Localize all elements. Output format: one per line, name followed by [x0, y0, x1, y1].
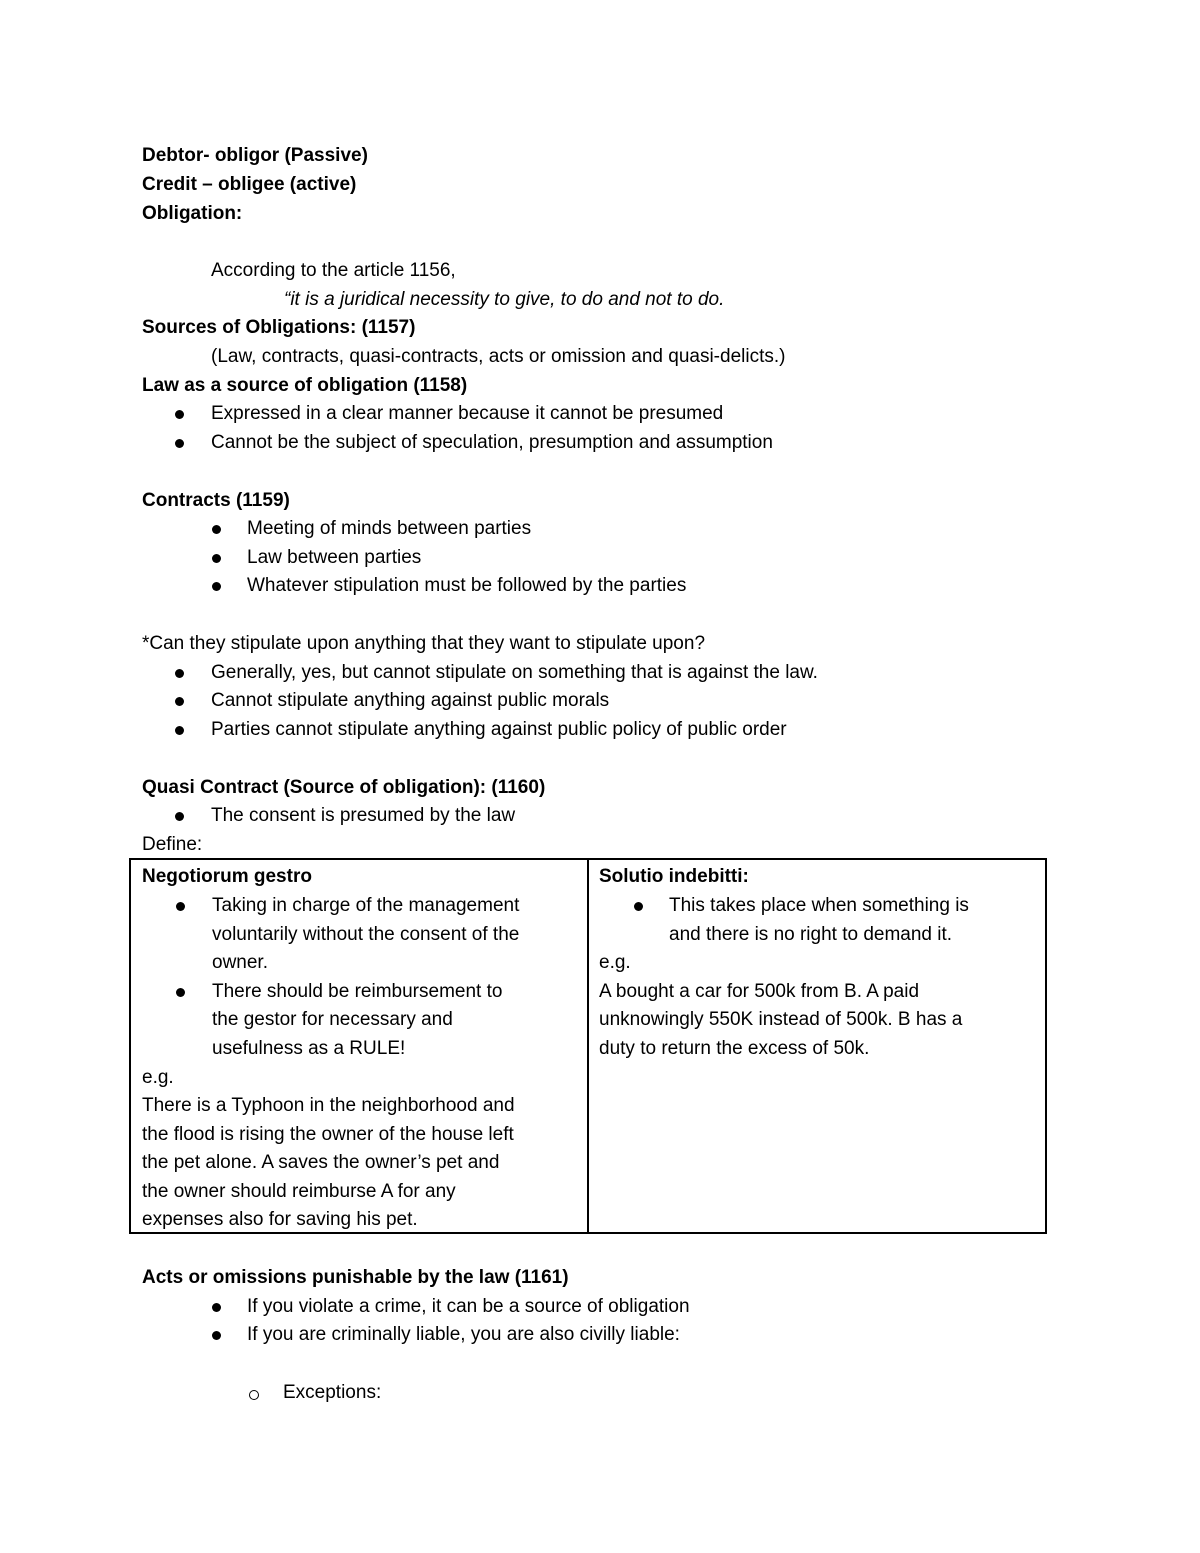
- define-label: Define:: [142, 834, 203, 855]
- bullet-dot: [175, 812, 184, 821]
- bullet-dot: [212, 525, 221, 534]
- solutio-ex-1: A bought a car for 500k from B. A paid: [599, 981, 920, 1002]
- bullet-dot: [212, 1331, 221, 1340]
- bullet-dot: [175, 439, 184, 448]
- definition-table: [129, 858, 1047, 1234]
- definition-intro: According to the article 1156,: [211, 260, 456, 281]
- negotiorum-b2-l1: There should be reimbursement to: [212, 981, 503, 1002]
- negotiorum-ex-1: There is a Typhoon in the neighborhood and: [142, 1095, 515, 1116]
- stipulate-question: *Can they stipulate upon anything that they want to stipulate upon?: [142, 633, 706, 654]
- bullet-dot: [175, 410, 184, 419]
- bullet-dot: [175, 726, 184, 735]
- bullet-dot: [212, 1303, 221, 1312]
- quasi-heading: Quasi Contract (Source of obligation): (1160): [142, 777, 546, 798]
- contracts-heading: Contracts (1159): [142, 490, 290, 511]
- negotiorum-ex-4: the owner should reimburse A for any: [142, 1181, 456, 1202]
- obligation-heading: Obligation:: [142, 203, 243, 224]
- solutio-title: Solutio indebitti:: [599, 866, 749, 887]
- negotiorum-cell: [130, 859, 588, 1233]
- negotiorum-ex-2: the flood is rising the owner of the house left: [142, 1124, 514, 1145]
- acts-bullet-2: If you are criminally liable, you are also civilly liable:: [247, 1324, 680, 1345]
- bullet-dot: [212, 582, 221, 591]
- stipulate-bullet-2: Cannot stipulate anything against public morals: [211, 690, 610, 711]
- contracts-bullet-1: Meeting of minds between parties: [247, 518, 532, 539]
- sources-heading: Sources of Obligations: (1157): [142, 317, 416, 338]
- bullet-dot: [176, 902, 185, 911]
- bullet-dot: [176, 988, 185, 997]
- bullet-dot: [212, 554, 221, 563]
- solutio-cell: [588, 859, 1046, 1233]
- debtor-line: Debtor- obligor (Passive): [142, 145, 368, 166]
- negotiorum-b1-l1: Taking in charge of the management: [212, 895, 520, 916]
- law-bullet-1: Expressed in a clear manner because it cannot be presumed: [211, 403, 724, 424]
- negotiorum-ex-5: expenses also for saving his pet.: [142, 1209, 418, 1230]
- negotiorum-b1-l3: owner.: [212, 952, 268, 973]
- definition-quote: “it is a juridical necessity to give, to do and not to do.: [284, 289, 725, 310]
- law-bullet-2: Cannot be the subject of speculation, presumption and assumption: [211, 432, 773, 453]
- negotiorum-b2-l3: usefulness as a RULE!: [212, 1038, 406, 1059]
- solutio-b1-l1: This takes place when something is: [669, 895, 969, 916]
- solutio-eg: e.g.: [599, 952, 631, 973]
- bullet-dot: [175, 697, 184, 706]
- acts-exceptions: Exceptions:: [283, 1382, 382, 1403]
- acts-bullet-1: If you violate a crime, it can be a source of obligation: [247, 1296, 690, 1317]
- credit-line: Credit – obligee (active): [142, 174, 357, 195]
- negotiorum-b2-l2: the gestor for necessary and: [212, 1009, 453, 1030]
- negotiorum-ex-3: the pet alone. A saves the owner’s pet and: [142, 1152, 500, 1173]
- negotiorum-eg: e.g.: [142, 1067, 174, 1088]
- contracts-bullet-3: Whatever stipulation must be followed by the parties: [247, 575, 687, 596]
- negotiorum-title: Negotiorum gestro: [142, 866, 312, 887]
- solutio-ex-2: unknowingly 550K instead of 500k. B has a: [599, 1009, 963, 1030]
- contracts-bullet-2: Law between parties: [247, 547, 422, 568]
- quasi-bullet-1: The consent is presumed by the law: [211, 805, 516, 826]
- solutio-ex-3: duty to return the excess of 50k.: [599, 1038, 870, 1059]
- negotiorum-b1-l2: voluntarily without the consent of the: [212, 924, 520, 945]
- stipulate-bullet-3: Parties cannot stipulate anything against public policy of public order: [211, 719, 787, 740]
- stipulate-bullet-1: Generally, yes, but cannot stipulate on something that is against the law.: [211, 662, 818, 683]
- law-heading: Law as a source of obligation (1158): [142, 375, 468, 396]
- bullet-dot: [175, 669, 184, 678]
- acts-heading: Acts or omissions punishable by the law (1161): [142, 1267, 569, 1288]
- solutio-b1-l2: and there is no right to demand it.: [669, 924, 953, 945]
- hollow-bullet: [249, 1390, 259, 1400]
- bullet-dot: [634, 902, 643, 911]
- sources-list: (Law, contracts, quasi-contracts, acts or omission and quasi-delicts.): [211, 346, 786, 367]
